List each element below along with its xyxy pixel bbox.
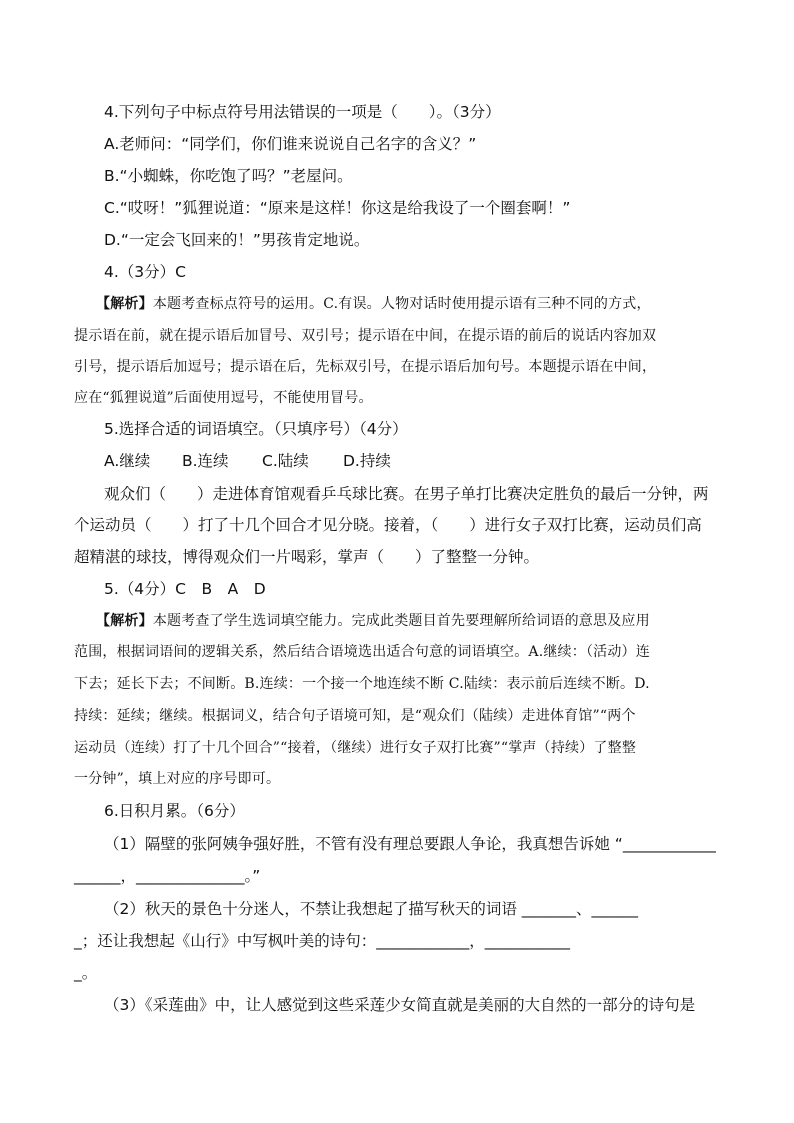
q4-analysis-line-2: 提示语在前，就在提示语后加冒号、双引号；提示语在中间，在提示语的前后的说话内容加双 — [74, 328, 657, 344]
q4-analysis-line-4: 应在“狐狸说道”后面使用逗号，不能使用冒号。 — [74, 390, 373, 406]
q5-analysis-line-2: 范围，根据词语间的逻辑关系，然后结合语境选出适合句意的词语填空。A.继续：（活动）连 — [74, 644, 650, 660]
q5-option-d: D.持续 — [343, 452, 391, 470]
q5-passage-line-3: 超精湛的球技，博得观众们一片喝彩，掌声（ ）了整整一分钟。 — [74, 548, 540, 566]
q4-option-c: C.“哎呀！”狐狸说道：“原来是这样！你这是给我设了一个圈套啊！” — [104, 199, 571, 217]
q4-answer: 4.（3分）C — [104, 263, 186, 281]
q6-stem: 6.日积月累。（6分） — [104, 802, 245, 820]
q5-option-c: C.陆续 — [262, 452, 309, 470]
q6-item-2-line-2: _；还让我想起《山行》中写枫叶美的诗句：____________，___________ — [74, 932, 571, 950]
q5-answer: 5.（4分）C B A D — [104, 580, 266, 598]
q5-analysis-line-3: 下去；延长下去；不间断。B.连续：一个接一个地连续不断 C.陆续：表示前后连续不断。D. — [74, 676, 650, 692]
q5-stem: 5.选择合适的词语填空。（只填序号）（4分） — [104, 420, 408, 438]
q5-passage-line-1: 观众们（ ）走进体育馆观看乒乓球比赛。在男子单打比赛决定胜负的最后一分钟，两 — [104, 485, 709, 503]
q4-option-d: D.“一定会飞回来的！”男孩肯定地说。 — [104, 231, 370, 249]
q6-item-2-line-1: （2）秋天的景色十分迷人，不禁让我想起了描写秋天的词语 _______、______ — [104, 900, 639, 918]
q4-stem: 4.下列句子中标点符号用法错误的一项是（ ）。（3分） — [104, 103, 501, 121]
q6-item-1-line-2: ______，______________。” — [74, 867, 261, 885]
q6-item-1-line-1: （1）隔壁的张阿姨争强好胜，不管有没有理总要跟人争论，我真想告诉她 “____________ — [104, 835, 716, 853]
q6-item-2-line-3: _。 — [74, 964, 98, 982]
q4-option-b: B.“小蜘蛛，你吃饱了吗？”老屋问。 — [104, 167, 353, 185]
q5-analysis-line-4: 持续：延续；继续。根据词义，结合句子语境可知，是“观众们（陆续）走进体育馆”“两个 — [74, 708, 636, 724]
q4-analysis-tag: 【解析】 — [96, 296, 153, 312]
q6-item-3-line-1: （3）《采莲曲》中，让人感觉到这些采莲少女简直就是美丽的大自然的一部分的诗句是 — [104, 996, 696, 1014]
q5-analysis-line-1: 【解析】本题考查了学生选词填空能力。完成此类题目首先要理解所给词语的意思及应用 — [96, 613, 650, 629]
q5-analysis-line-6: 一分钟”，填上对应的序号即可。 — [74, 771, 281, 787]
q5-option-a: A.继续 — [104, 452, 151, 470]
q5-passage-line-2: 个运动员（ ）打了十几个回合才见分晓。接着，（ ）进行女子双打比赛，运动员们高 — [74, 516, 702, 534]
q4-option-a: A.老师问：“同学们，你们谁来说说自己名字的含义？” — [104, 135, 477, 153]
q5-option-b: B.连续 — [182, 452, 229, 470]
q5-analysis-tag: 【解析】 — [96, 613, 153, 629]
q4-analysis-line-3: 引号，提示语后加逗号；提示语在后，先标双引号，在提示语后加句号。本题提示语在中间， — [74, 359, 657, 375]
q4-analysis-line-1: 【解析】本题考查标点符号的运用。C.有误。人物对话时使用提示语有三种不同的方式， — [96, 296, 651, 312]
q5-analysis-line-5: 运动员（连续）打了十几个回合”“接着，（继续）进行女子双打比赛”“掌声（持续）了整整 — [74, 740, 637, 756]
